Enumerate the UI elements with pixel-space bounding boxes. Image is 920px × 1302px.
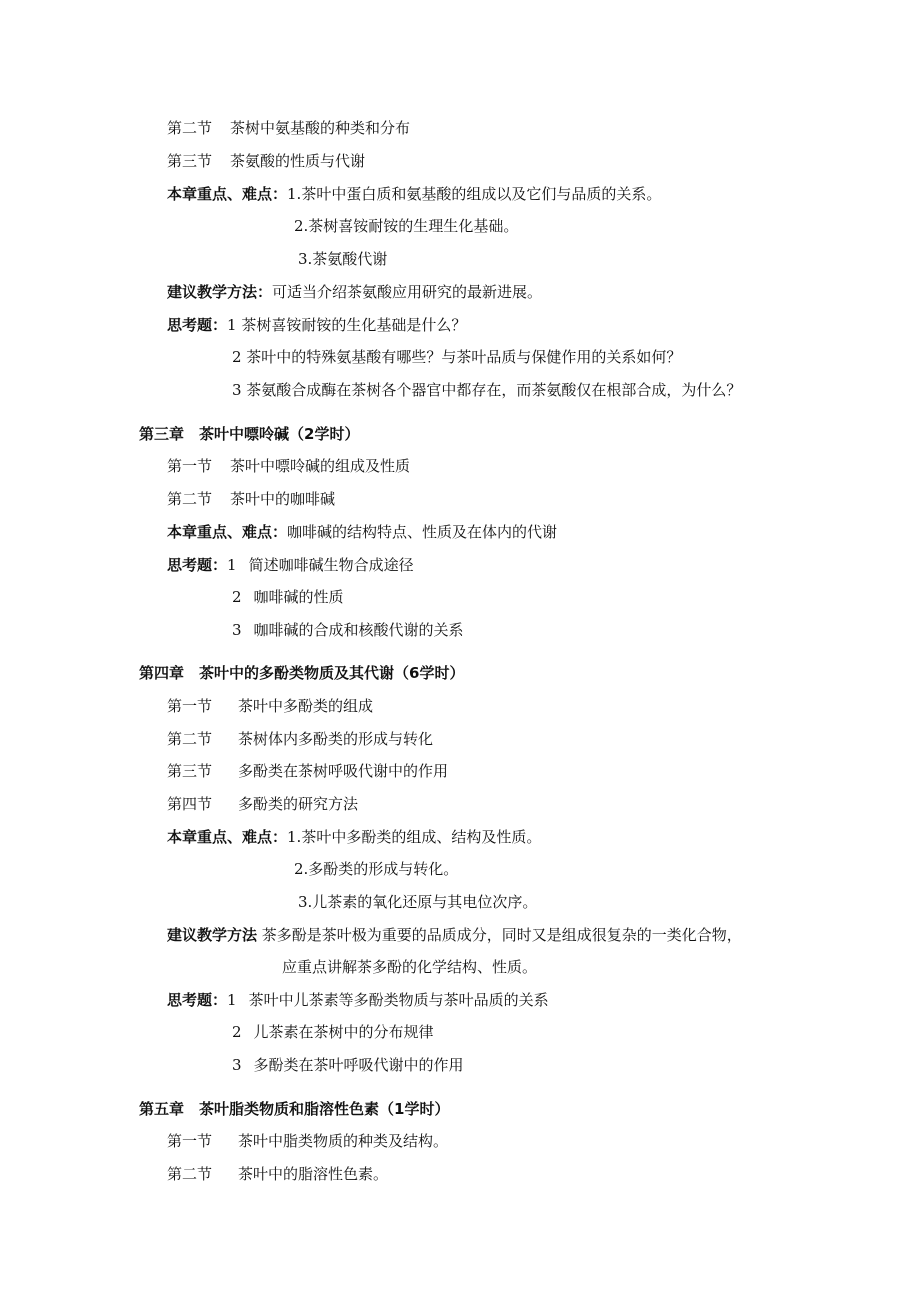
key-points-label: 本章重点、难点： [167, 185, 288, 203]
key-point-item: 2.多酚类的形成与转化。 [294, 860, 459, 878]
section-number: 第二节 [167, 119, 213, 137]
ch3-section-2 [167, 489, 335, 509]
chapter-4-title: 第四章 茶叶中的多酚类物质及其代谢（6学时） [139, 664, 465, 682]
question-number: 3 [232, 621, 242, 639]
ch3-section-1 [167, 456, 410, 476]
ch4-section-4 [167, 794, 358, 814]
ch3-key-points [167, 522, 557, 542]
ch4-section-1 [167, 696, 373, 716]
ch3-question-2 [232, 587, 344, 607]
key-points-label: 本章重点、难点： [167, 523, 288, 541]
questions-label: 思考题： [167, 316, 228, 334]
teaching-method-text: 茶多酚是茶叶极为重要的品质成分，同时又是组成很复杂的一类化合物， [261, 926, 742, 944]
section-number: 第四节 [167, 795, 213, 813]
ch4-question-3 [232, 1055, 464, 1075]
ch3-question-3 [232, 620, 464, 640]
question-number: 1 [227, 556, 237, 574]
section-number: 第二节 [167, 490, 213, 508]
section-title: 茶树中氨基酸的种类和分布 [230, 119, 411, 137]
section-number: 第一节 [167, 1132, 213, 1150]
key-points-label: 本章重点、难点： [167, 828, 288, 846]
section-title: 茶氨酸的性质与代谢 [230, 152, 366, 170]
section-number: 第二节 [167, 730, 213, 748]
key-point-item: 2.茶树喜铵耐铵的生理生化基础。 [294, 217, 519, 235]
question-number: 1 [227, 991, 237, 1009]
question-number: 2 [232, 588, 242, 606]
ch2-key-points [167, 184, 661, 204]
ch4-questions [167, 990, 549, 1010]
section-title: 多酚类的研究方法 [238, 795, 359, 813]
question-number: 2 [232, 1023, 242, 1041]
ch2-section-3 [167, 151, 365, 171]
question-item: 1 茶树喜铵耐铵的生化基础是什么？ [227, 316, 467, 334]
question-item: 咖啡碱的性质 [253, 588, 344, 606]
section-title: 茶叶中的脂溶性色素。 [238, 1165, 389, 1183]
section-title: 茶树体内多酚类的形成与转化 [238, 730, 434, 748]
section-number: 第二节 [167, 1165, 213, 1183]
ch4-section-2 [167, 729, 433, 749]
question-number: 3 [232, 1056, 242, 1074]
question-item: 2 茶叶中的特殊氨基酸有哪些？与茶叶品质与保健作用的关系如何？ [232, 348, 682, 366]
question-item: 咖啡碱的合成和核酸代谢的关系 [253, 621, 464, 639]
questions-label: 思考题： [167, 556, 228, 574]
section-number: 第三节 [167, 152, 213, 170]
section-title: 多酚类在茶树呼吸代谢中的作用 [238, 762, 449, 780]
key-point-text: 咖啡碱的结构特点、性质及在体内的代谢 [287, 523, 558, 541]
key-point-item: 3.儿茶素的氧化还原与其电位次序。 [298, 893, 538, 911]
key-point-item: 1.茶叶中蛋白质和氨基酸的组成以及它们与品质的关系。 [287, 185, 662, 203]
chapter-3-title: 第三章 茶叶中嘌呤碱（2学时） [139, 425, 360, 443]
ch4-question-2 [232, 1022, 434, 1042]
question-item: 茶叶中儿茶素等多酚类物质与茶叶品质的关系 [248, 991, 549, 1009]
section-title: 茶叶中多酚类的组成 [238, 697, 374, 715]
ch3-questions [167, 555, 414, 575]
question-item: 儿茶素在茶树中的分布规律 [253, 1023, 434, 1041]
chapter-5-title: 第五章 茶叶脂类物质和脂溶性色素（1学时） [139, 1100, 450, 1118]
section-number: 第一节 [167, 457, 213, 475]
section-number: 第一节 [167, 697, 213, 715]
section-title: 茶叶中的咖啡碱 [230, 490, 336, 508]
ch4-teaching-method [167, 925, 742, 945]
section-title: 茶叶中嘌呤碱的组成及性质 [230, 457, 411, 475]
teaching-method-label: 建议教学方法： [167, 283, 273, 301]
key-point-item: 1.茶叶中多酚类的组成、结构及性质。 [287, 828, 542, 846]
question-item: 简述咖啡碱生物合成途径 [248, 556, 414, 574]
ch4-section-3 [167, 761, 448, 781]
question-item: 3 茶氨酸合成酶在茶树各个器官中都存在，而茶氨酸仅在根部合成，为什么？ [232, 381, 742, 399]
teaching-method-text-continued: 应重点讲解茶多酚的化学结构、性质。 [282, 958, 538, 976]
ch2-section-2 [167, 118, 410, 138]
questions-label: 思考题： [167, 991, 228, 1009]
ch2-teaching-method [167, 282, 542, 302]
question-item: 多酚类在茶叶呼吸代谢中的作用 [253, 1056, 464, 1074]
section-title: 茶叶中脂类物质的种类及结构。 [238, 1132, 449, 1150]
ch5-section-1 [167, 1131, 448, 1151]
ch2-questions [167, 315, 466, 335]
ch5-section-2 [167, 1164, 388, 1184]
teaching-method-text: 可适当介绍茶氨酸应用研究的最新进展。 [272, 283, 543, 301]
section-number: 第三节 [167, 762, 213, 780]
key-point-item: 3.茶氨酸代谢 [298, 250, 388, 268]
teaching-method-label: 建议教学方法 [167, 926, 258, 944]
ch4-key-points [167, 827, 541, 847]
